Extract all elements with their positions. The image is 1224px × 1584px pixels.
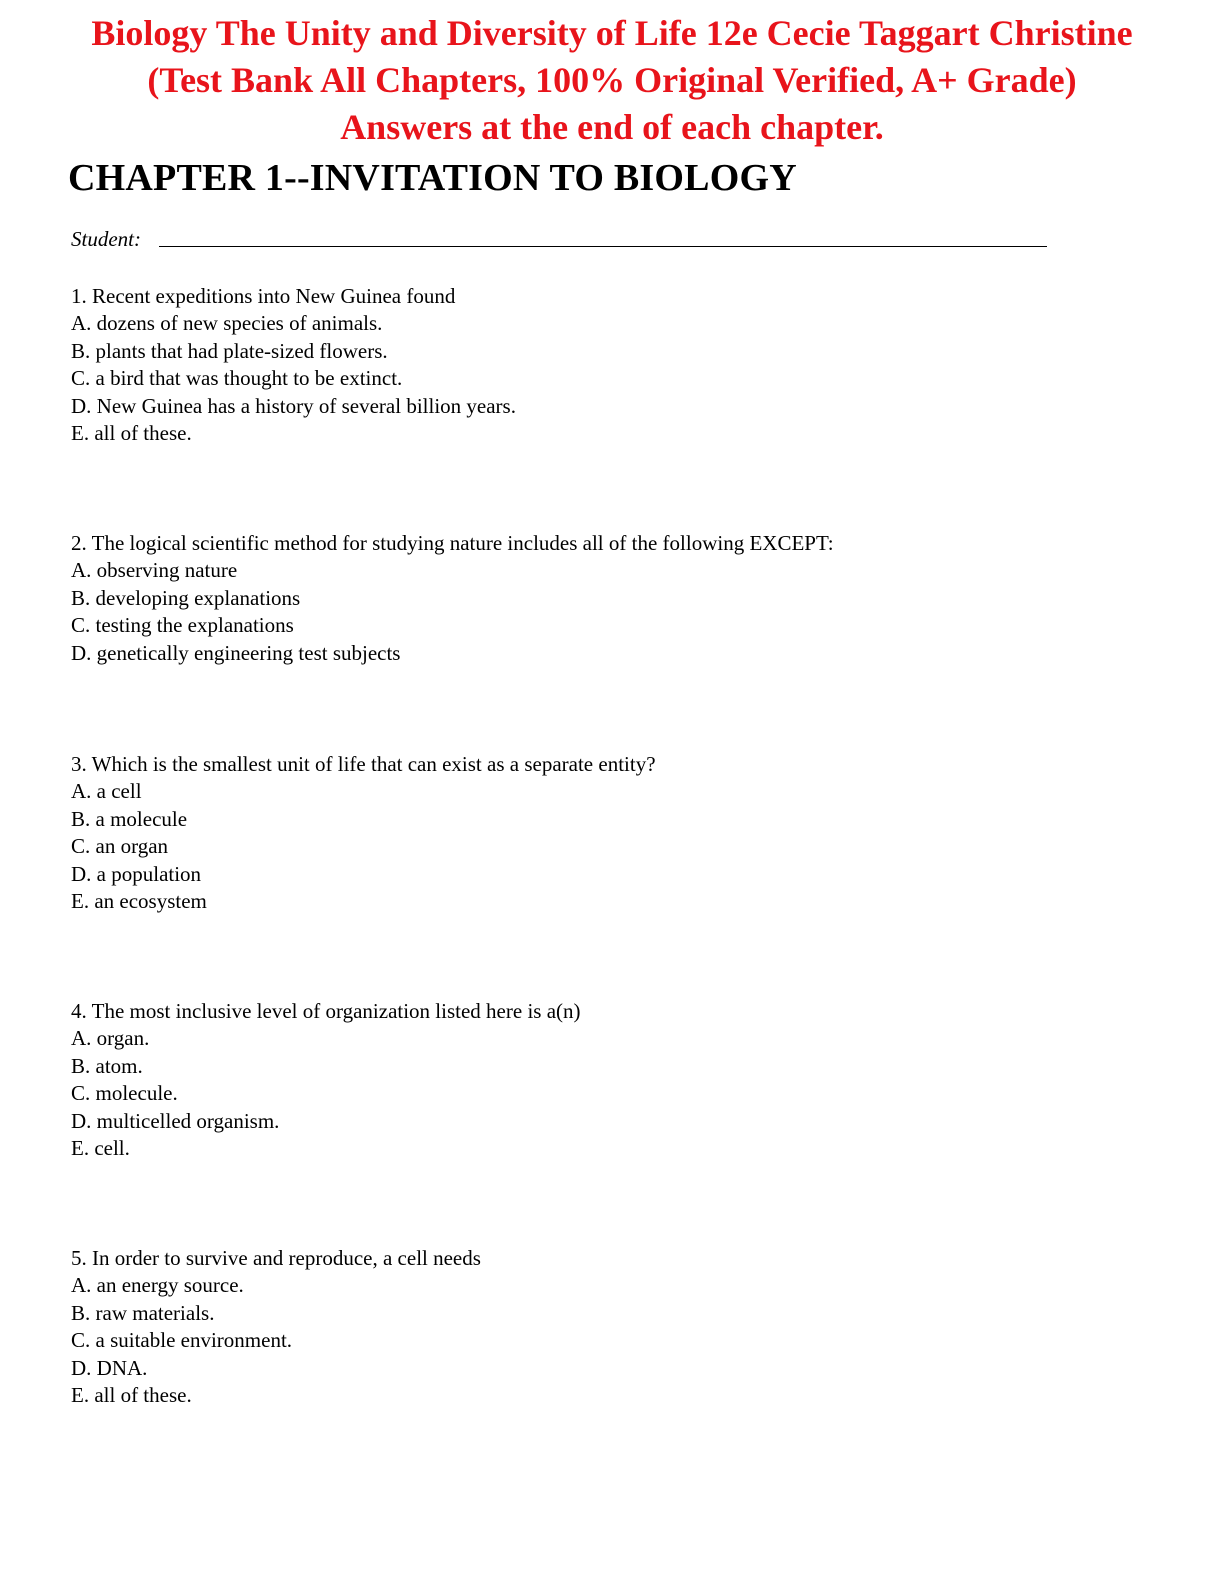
answer-option: A. a cell (71, 779, 142, 804)
answer-option: B. a molecule (71, 806, 188, 831)
question-stem: 5. In order to survive and reproduce, a cell needs (71, 1246, 481, 1270)
answer-option: C. a bird that was thought to be extinct. (71, 366, 403, 391)
answer-option: E. all of these. (71, 421, 192, 446)
question-3 (71, 751, 656, 915)
answer-option: C. testing the explanations (71, 613, 294, 638)
chapter-title: CHAPTER 1--INVITATION TO BIOLOGY (68, 157, 797, 199)
answer-option: B. raw materials. (71, 1300, 215, 1325)
answer-option: E. cell. (71, 1136, 130, 1161)
answer-option: B. atom. (71, 1053, 143, 1078)
answer-option: A. an energy source. (71, 1273, 244, 1298)
question-5 (71, 1245, 481, 1409)
question-1 (71, 283, 516, 447)
answer-option: C. molecule. (71, 1081, 178, 1106)
document-banner (0, 10, 1224, 151)
answer-option: C. a suitable environment. (71, 1328, 293, 1353)
banner-line-3: Answers at the end of each chapter. (340, 107, 884, 147)
answer-option: D. New Guinea has a history of several billion years. (71, 393, 516, 418)
question-stem: 2. The logical scientific method for studying nature includes all of the following EXCEPT: (71, 531, 834, 555)
answer-option: D. DNA. (71, 1355, 148, 1380)
answer-option: D. multicelled organism. (71, 1108, 280, 1133)
banner-line-2: (Test Bank All Chapters, 100% Original Verified, A+ Grade) (147, 60, 1077, 100)
answer-option: A. organ. (71, 1026, 150, 1051)
answer-option: A. dozens of new species of animals. (71, 311, 383, 336)
answer-option: B. plants that had plate-sized flowers. (71, 338, 388, 363)
answer-option: A. observing nature (71, 558, 238, 583)
answer-option: D. genetically engineering test subjects (71, 640, 401, 665)
answer-option: C. an organ (71, 834, 169, 859)
question-stem: 4. The most inclusive level of organization listed here is a(n) (71, 999, 581, 1023)
answer-option: D. a population (71, 861, 202, 886)
student-name-blank (159, 246, 1047, 247)
question-stem: 3. Which is the smallest unit of life that can exist as a separate entity? (71, 752, 656, 776)
question-2 (71, 530, 834, 667)
question-stem: 1. Recent expeditions into New Guinea found (71, 284, 456, 308)
answer-option: E. an ecosystem (71, 889, 207, 914)
student-label: Student: (71, 227, 141, 251)
question-4 (71, 998, 581, 1162)
banner-line-1: Biology The Unity and Diversity of Life 12e Cecie Taggart Christine (91, 13, 1133, 53)
answer-option: B. developing explanations (71, 585, 301, 610)
answer-option: E. all of these. (71, 1383, 192, 1408)
